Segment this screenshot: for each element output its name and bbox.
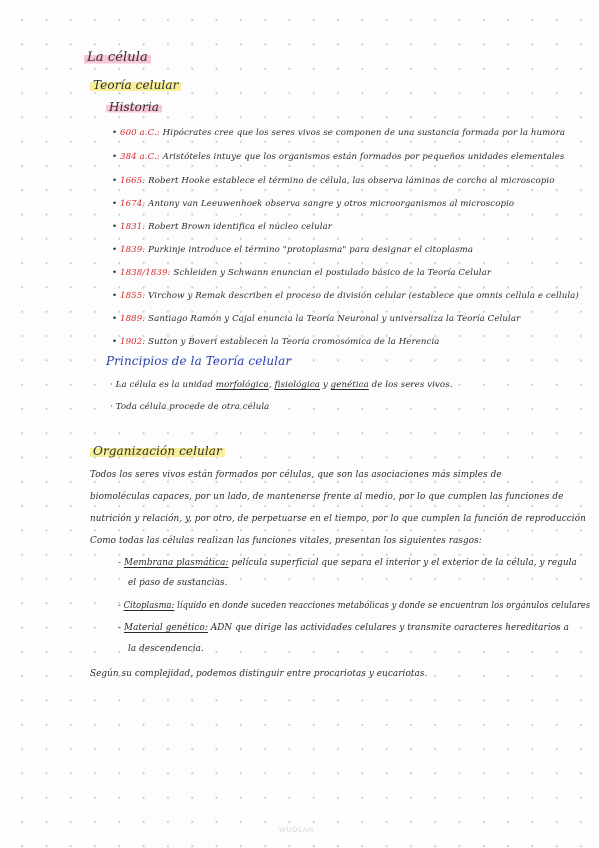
- subheading-principios: Principios de la Teoría celular: [106, 354, 292, 368]
- history-item: • 1902: Sutton y Boveri establecen la Teoría cromosómica de la Herencia: [112, 337, 440, 347]
- history-item: • 1674: Antony van Leeuwenhoek observa sangre y otros microorganismos al microscopio: [112, 199, 515, 209]
- history-item: • 384 a.C.: Aristóteles intuye que los organismos están formados por pequeños unidades elementales: [112, 152, 565, 162]
- watermark: WUOLAH: [279, 826, 314, 834]
- principle-line-2: · Toda célula procede de otra célula: [110, 402, 270, 412]
- history-item: • 1855: Virchow y Remak describen el proceso de división celular (establece que omnis cellula e cellula): [112, 291, 579, 301]
- history-item: • 600 a.C.: Hipócrates cree que los seres vivos se componen de una sustancia formada por la humora: [112, 128, 566, 138]
- feature-membrana-cont: el paso de sustancias.: [128, 578, 228, 588]
- feature-citoplasma: - Citoplasma: líquido en donde suceden reacciones metabólicas y donde se encuentran los orgánulos celulares: [118, 601, 591, 611]
- paragraph-line: Como todas las células realizan las funciones vitales, presentan los siguientes rasgos:: [90, 536, 482, 546]
- subheading-historia: Historia: [106, 100, 162, 114]
- principle-line-1: · La célula es la unidad morfológica, fisiológica y genética de los seres vivos.: [110, 380, 453, 390]
- feature-material-genetico: - Material genético: ADN que dirige las actividades celulares y transmite caracteres hereditarios a: [118, 623, 569, 633]
- history-item: • 1839: Purkinje introduce el término "protoplasma" para designar el citoplasma: [112, 245, 474, 255]
- section-heading-teoria-celular: Teoría celular: [90, 78, 181, 92]
- history-item: • 1889: Santiago Ramón y Cajal enuncia la Teoría Neuronal y universaliza la Teoría Celular: [112, 314, 521, 324]
- closing-line: Según su complejidad, podemos distinguir entre procariotas y eucariotas.: [90, 669, 428, 679]
- paragraph-line: nutrición y relación, y, por otro, de perpetuarse en el tiempo, por lo que cumplen la función de reproducción: [90, 514, 586, 524]
- paragraph-line: Todos los seres vivos están formados por células, que son las asociaciones más simples de: [90, 470, 502, 480]
- feature-membrana: - Membrana plasmática: película superficial que separa el interior y el exterior de la célula, y regula: [118, 558, 577, 568]
- history-item: • 1838/1839: Schleiden y Schwann enuncian el postulado básico de la Teoría Celular: [112, 268, 492, 278]
- feature-material-genetico-cont: la descendencia.: [128, 644, 204, 654]
- paragraph-line: biomoléculas capaces, por un lado, de mantenerse frente al medio, por lo que cumplen las funciones de: [90, 492, 564, 502]
- history-item: • 1831: Robert Brown identifica el núcleo celular: [112, 222, 333, 232]
- page-title: La célula: [84, 50, 151, 65]
- section-heading-organizacion: Organización celular: [90, 444, 225, 458]
- history-item: • 1665: Robert Hooke establece el término de célula, las observa láminas de corcho al microscopio: [112, 176, 555, 186]
